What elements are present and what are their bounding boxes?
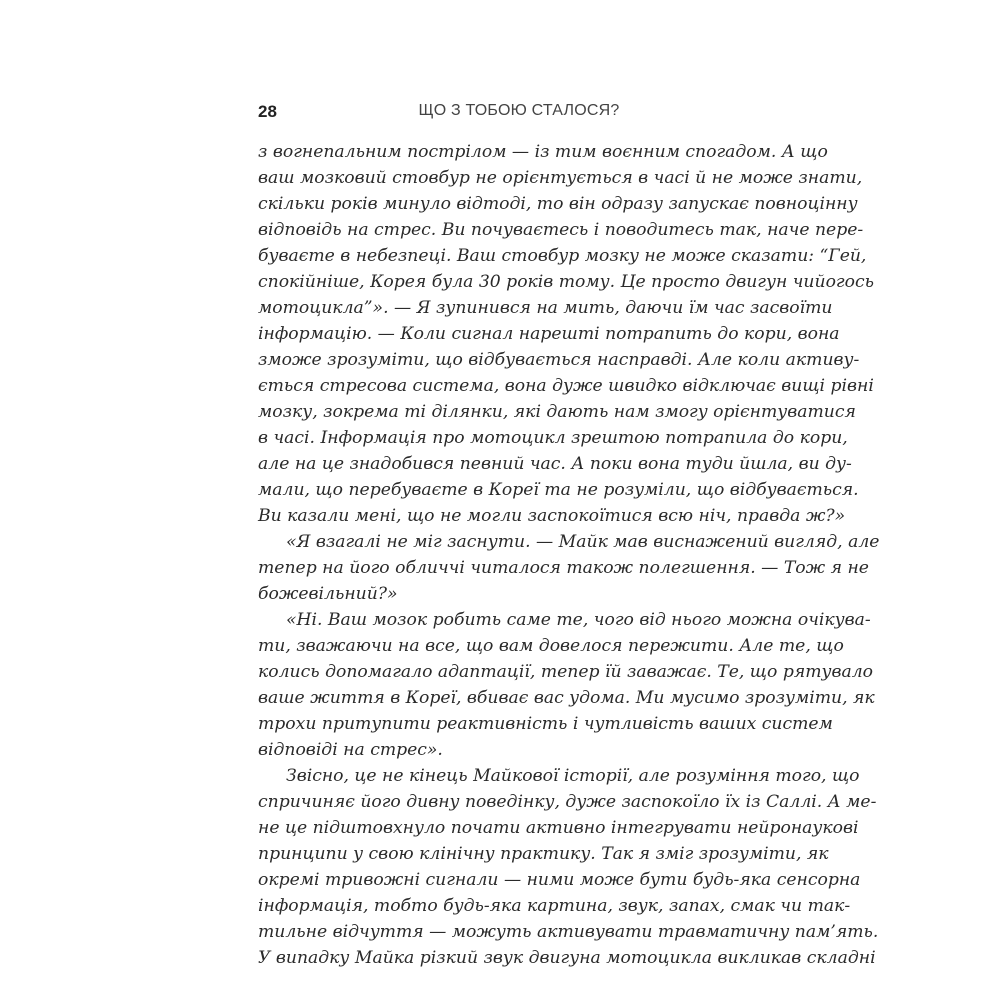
- text-line: інформацію. — Коли сигнал нарешті потрапить до кори, вона: [258, 324, 840, 344]
- text-line: спричиняє його дивну поведінку, дуже заспокоїло їх із Саллі. А ме-: [258, 792, 877, 812]
- paragraph: [258, 529, 880, 607]
- text-line: ти, зважаючи на все, що вам довелося пережити. Але те, що: [258, 636, 844, 656]
- text-line: не це підштовхнуло почати активно інтегрувати нейронаукові: [258, 818, 859, 838]
- paragraph: [258, 763, 879, 971]
- text-line: спокійніше, Корея була 30 років тому. Це просто двигун чийогось: [258, 272, 874, 292]
- paragraph: [258, 607, 875, 763]
- text-line: У випадку Майка різкий звук двигуна мотоцикла викликав складні: [258, 948, 876, 968]
- text-line: інформація, тобто будь-яка картина, звук, запах, смак чи так-: [258, 896, 851, 916]
- text-line: окремі тривожні сигнали — ними може бути будь-яка сенсорна: [258, 870, 861, 890]
- running-title: ЩО З ТОБОЮ СТАЛОСЯ?: [418, 102, 620, 119]
- body-text: [258, 139, 880, 971]
- page-number: 28: [258, 102, 277, 121]
- text-line: зможе зрозуміти, що відбувається насправді. Але коли активу-: [258, 350, 860, 370]
- text-line: тильне відчуття — можуть активувати травматичну пам’ять.: [258, 922, 879, 942]
- text-line: скільки років минуло відтоді, то він одразу запускає повноцінну: [258, 194, 858, 214]
- paragraph: [258, 139, 874, 529]
- text-line: «Я взагалі не міг заснути. — Майк мав виснажений вигляд, але: [286, 532, 880, 552]
- text-line: Ви казали мені, що не могли заспокоїтися всю ніч, правда ж?»: [258, 506, 846, 526]
- text-line: божевільний?»: [258, 584, 398, 604]
- text-line: «Ні. Ваш мозок робить саме те, чого від нього можна очікува-: [286, 610, 871, 630]
- text-line: ваш мозковий стовбур не орієнтується в часі й не може знати,: [258, 168, 863, 188]
- text-line: колись допомагало адаптації, тепер їй заважає. Те, що рятувало: [258, 662, 874, 682]
- text-line: з вогнепальним пострілом — із тим воєнним спогадом. А що: [258, 142, 828, 162]
- text-line: буваєте в небезпеці. Ваш стовбур мозку не може сказати: “Гей,: [258, 246, 867, 266]
- text-line: трохи притупити реактивність і чутливість ваших систем: [258, 714, 833, 734]
- text-line: відповідь на стрес. Ви почуваєтесь і поводитесь так, наче пере-: [258, 220, 864, 240]
- text-line: ється стресова система, вона дуже швидко відключає вищі рівні: [258, 376, 874, 396]
- text-line: але на це знадобився певний час. А поки вона туди йшла, ви ду-: [258, 454, 852, 474]
- page-header: [258, 102, 780, 126]
- text-line: відповіді на стрес».: [258, 740, 443, 760]
- text-line: мали, що перебуваєте в Кореї та не розуміли, що відбувається.: [258, 480, 859, 500]
- text-line: тепер на його обличчі читалося також полегшення. — Тож я не: [258, 558, 869, 578]
- text-line: мозку, зокрема ті ділянки, які дають нам змогу орієнтуватися: [258, 402, 856, 422]
- text-line: Звісно, це не кінець Майкової історії, але розуміння того, що: [286, 766, 860, 786]
- text-line: принципи у свою клінічну практику. Так я зміг зрозуміти, як: [258, 844, 829, 864]
- text-line: в часі. Інформація про мотоцикл зрештою потрапила до кори,: [258, 428, 848, 448]
- text-line: ваше життя в Кореї, вбиває вас удома. Ми мусимо зрозуміти, як: [258, 688, 875, 708]
- text-line: мотоцикла”». — Я зупинився на мить, даючи їм час засвоїти: [258, 298, 833, 318]
